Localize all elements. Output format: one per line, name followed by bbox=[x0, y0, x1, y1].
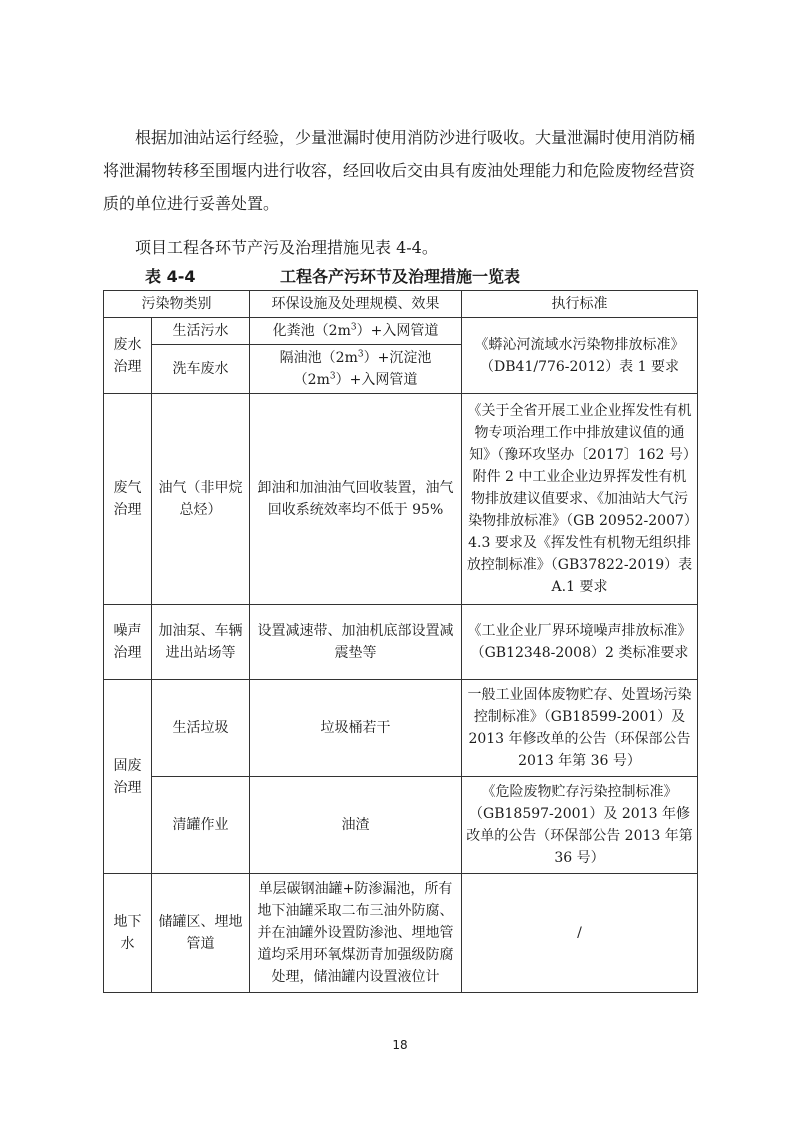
header-standard: 执行标准 bbox=[462, 291, 698, 318]
sub-noise-sources: 加油泵、车辆进出站场等 bbox=[152, 605, 250, 680]
sub-tank-area: 储罐区、埋地管道 bbox=[152, 874, 250, 993]
table-row bbox=[104, 394, 698, 605]
standard-groundwater: / bbox=[462, 874, 698, 993]
page-number: 18 bbox=[392, 1038, 408, 1052]
header-pollutant-category: 污染物类别 bbox=[104, 291, 250, 318]
standard-hazardous-waste: 《危险废物贮存污染控制标准》（GB18597-2001）及 2013 年修改单的公告（环保部公告 2013 年第 36 号） bbox=[462, 777, 698, 874]
category-noise: 噪声治理 bbox=[104, 605, 152, 680]
standard-general-solid-waste: 一般工业固体废物贮存、处置场污染控制标准》（GB18599-2001）及 2013 年修改单的公告（环保部公告 2013 年第 36 号） bbox=[462, 680, 698, 777]
header-facilities: 环保设施及处理规模、效果 bbox=[250, 291, 462, 318]
standard-gas: 《关于全省开展工业企业挥发性有机物专项治理工作中排放建议值的通知》（豫环攻坚办〔2017〕162 号）附件 2 中工业企业边界挥发性有机物排放建议值要求、《加油站大气污染物排放标准》（GB 20952-2007）4.3 要求及《挥发性有机物无组织排放控制标准》（GB37822-2019）表 A.1 要求 bbox=[462, 394, 698, 605]
table-row bbox=[104, 605, 698, 680]
measure-anti-seepage: 单层碳钢油罐+防渗漏池，所有地下油罐采取二布三油外防腐、并在油罐外设置防渗池、埋地管道均采用环氧煤沥青加强级防腐处理，储油罐内设置液位计 bbox=[250, 874, 462, 993]
table-number: 表 4-4 bbox=[145, 267, 196, 286]
table-title: 工程各产污环节及治理措施一览表 bbox=[280, 267, 521, 286]
sub-domestic-garbage: 生活垃圾 bbox=[152, 680, 250, 777]
measure-oil-separator: 隔油池$(2m^3)+$沉淀池$(2m^3)+$入网管道 bbox=[250, 345, 462, 394]
measure-oil-sludge: 油渣 bbox=[250, 777, 462, 874]
category-groundwater: 地下水 bbox=[104, 874, 152, 993]
table-header-row bbox=[104, 291, 698, 318]
sub-oil-vapor: 油气（非甲烷总烃） bbox=[152, 394, 250, 605]
table-row bbox=[104, 874, 698, 993]
sub-domestic-sewage: 生活污水 bbox=[152, 318, 250, 345]
paragraph-leak-handling: 根据加油站运行经验，少量泄漏时使用消防沙进行吸收。大量泄漏时使用消防桶将泄漏物转移至围堰内进行收容，经回收后交由具有废油处理能力和危险废物经营资质的单位进行妥善处置。 bbox=[103, 128, 696, 213]
category-solid-waste: 固废治理 bbox=[104, 680, 152, 874]
table-row bbox=[104, 680, 698, 777]
paragraph-table-intro: 项目工程各环节产污及治理措施见表 4-4。 bbox=[135, 238, 438, 257]
standard-noise: 《工业企业厂界环境噪声排放标准》（GB12348-2008）2 类标准要求 bbox=[462, 605, 698, 680]
sub-tank-cleaning: 清罐作业 bbox=[152, 777, 250, 874]
measure-noise: 设置减速带、加油机底部设置减震垫等 bbox=[250, 605, 462, 680]
measure-garbage-bins: 垃圾桶若干 bbox=[250, 680, 462, 777]
table-row bbox=[104, 318, 698, 345]
standard-wastewater: 《蟒沁河流域水污染物排放标准》（DB41/776-2012）表 1 要求 bbox=[462, 318, 698, 394]
measure-septic-tank: 化粪池$(2m^3)+$入网管道 bbox=[250, 318, 462, 345]
pollution-measures-table bbox=[103, 290, 698, 993]
category-wastewater: 废水治理 bbox=[104, 318, 152, 394]
measure-vapor-recovery: 卸油和加油油气回收装置，油气回收系统效率均不低于 95% bbox=[250, 394, 462, 605]
category-gas: 废气治理 bbox=[104, 394, 152, 605]
sub-car-wash-water: 洗车废水 bbox=[152, 345, 250, 394]
table-row bbox=[104, 777, 698, 874]
